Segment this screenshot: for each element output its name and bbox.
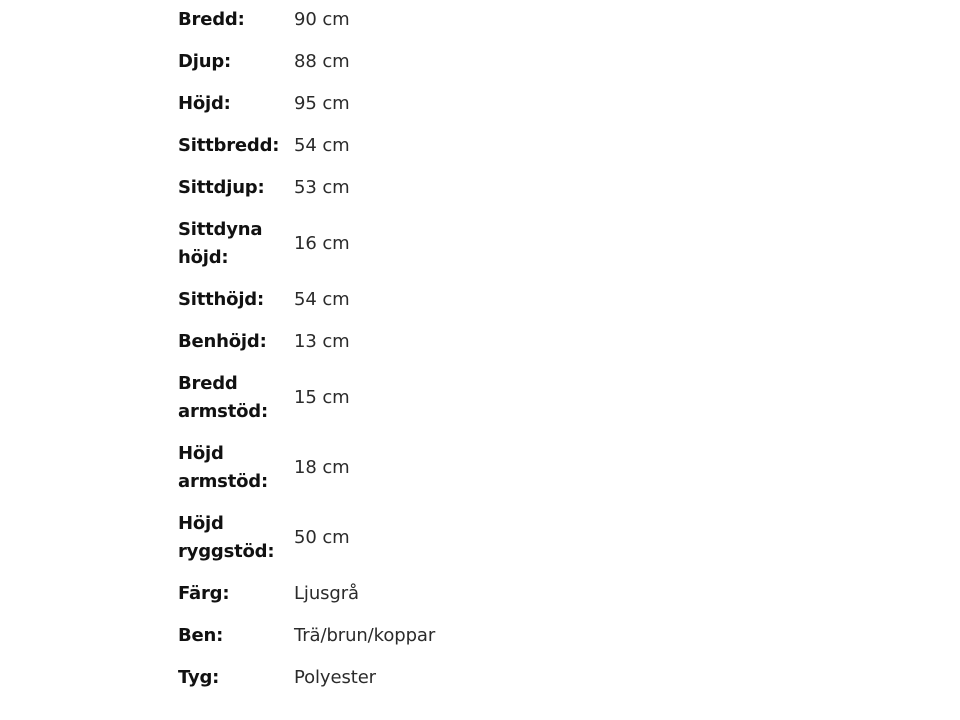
spec-value: 50 cm	[294, 527, 350, 548]
spec-row-seat-height	[178, 279, 435, 321]
spec-row-height	[178, 83, 435, 125]
spec-row-armrest-height	[178, 433, 435, 503]
spec-label: Höjd:	[178, 93, 231, 114]
spec-label: Sitthöjd:	[178, 289, 264, 310]
spec-row-width	[178, 0, 435, 41]
spec-value: Ljusgrå	[294, 583, 359, 604]
spec-row-depth	[178, 41, 435, 83]
spec-row-fabric	[178, 657, 435, 699]
spec-value: 15 cm	[294, 387, 350, 408]
spec-row-seat-width	[178, 125, 435, 167]
product-specifications-table	[178, 0, 435, 699]
spec-row-seat-depth	[178, 167, 435, 209]
spec-label: Bredd armstöd:	[178, 373, 268, 422]
spec-value: 95 cm	[294, 93, 350, 114]
spec-label: Sittdjup:	[178, 177, 265, 198]
spec-value: 18 cm	[294, 457, 350, 478]
spec-label: Höjd armstöd:	[178, 443, 268, 492]
spec-label: Benhöjd:	[178, 331, 267, 352]
spec-row-backrest-height	[178, 503, 435, 573]
spec-row-leg-height	[178, 321, 435, 363]
spec-value: 16 cm	[294, 233, 350, 254]
spec-value: 88 cm	[294, 51, 350, 72]
spec-row-seat-cushion-height	[178, 209, 435, 279]
spec-value: 53 cm	[294, 177, 350, 198]
spec-value: Polyester	[294, 667, 376, 688]
spec-label: Ben:	[178, 625, 224, 646]
spec-row-armrest-width	[178, 363, 435, 433]
spec-label: Sittdyna höjd:	[178, 219, 263, 268]
spec-label: Bredd:	[178, 9, 245, 30]
spec-label: Tyg:	[178, 667, 220, 688]
spec-value: 54 cm	[294, 289, 350, 310]
spec-value: 54 cm	[294, 135, 350, 156]
spec-row-legs	[178, 615, 435, 657]
spec-label: Färg:	[178, 583, 230, 604]
spec-value: 13 cm	[294, 331, 350, 352]
spec-label: Höjd ryggstöd:	[178, 513, 275, 562]
spec-label: Djup:	[178, 51, 232, 72]
spec-label: Sittbredd:	[178, 135, 280, 156]
spec-row-color	[178, 573, 435, 615]
spec-value: 90 cm	[294, 9, 350, 30]
spec-value: Trä/brun/koppar	[294, 625, 436, 646]
